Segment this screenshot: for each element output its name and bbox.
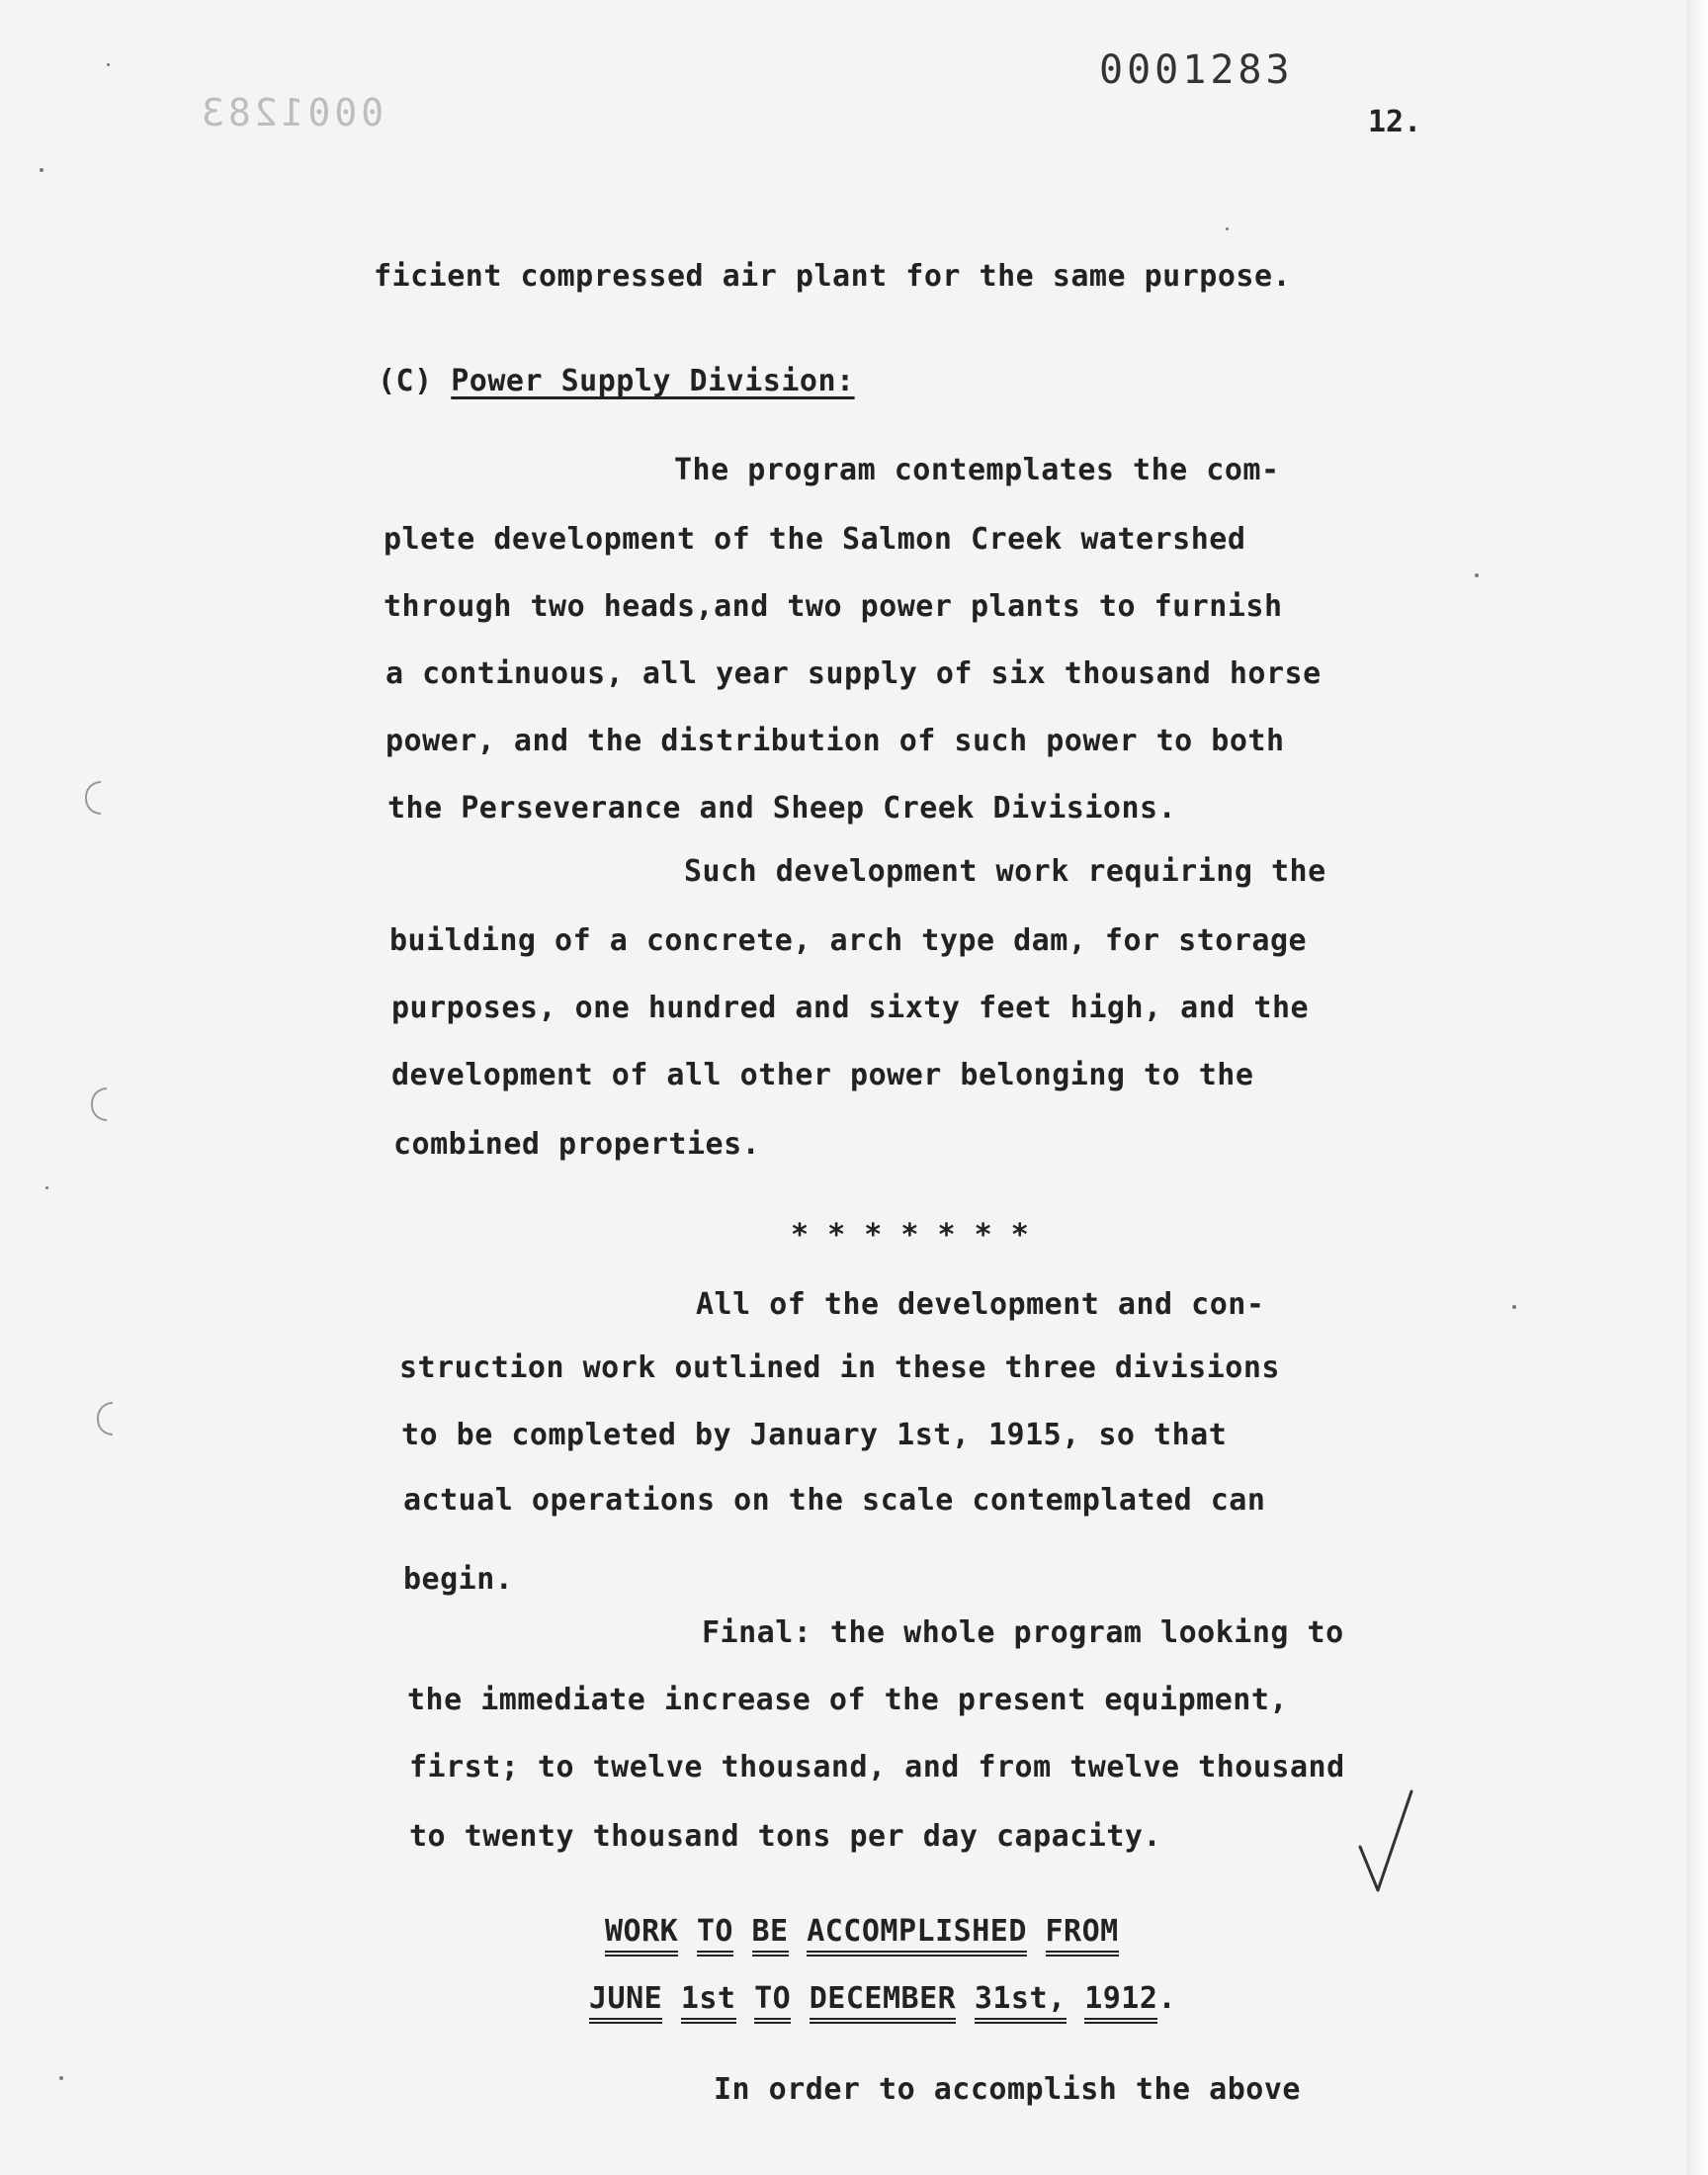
heading-word: FROM bbox=[1046, 1914, 1119, 1957]
text-line: the immediate increase of the present equipment, bbox=[407, 1683, 1288, 1717]
text-line: All of the development and con- bbox=[696, 1287, 1265, 1322]
heading-word: ACCOMPLISHED bbox=[807, 1914, 1027, 1957]
page-number: 12. bbox=[1368, 105, 1422, 139]
punch-mark bbox=[85, 781, 101, 815]
text-line: the Perseverance and Sheep Creek Divisions. bbox=[387, 791, 1177, 826]
text-line: through two heads,and two power plants to furnish bbox=[384, 589, 1283, 624]
text-line: power, and the distribution of such power to both bbox=[385, 724, 1285, 758]
heading-word: TO bbox=[754, 1981, 791, 2024]
text-line: In order to accomplish the above bbox=[714, 2072, 1301, 2107]
speck bbox=[1512, 1305, 1516, 1309]
text-line: to be completed by January 1st, 1915, so that bbox=[401, 1418, 1228, 1452]
text-line: Final: the whole program looking to bbox=[702, 1615, 1344, 1650]
heading-word: DECEMBER bbox=[810, 1981, 957, 2024]
heading-word: TO bbox=[697, 1914, 733, 1957]
ghost-stamp-number: 0001283 bbox=[198, 91, 384, 134]
text-line: ficient compressed air plant for the same purpose. bbox=[374, 259, 1292, 294]
speck bbox=[1226, 227, 1229, 230]
heading-word: WORK bbox=[605, 1914, 678, 1957]
heading-period: . bbox=[1157, 1981, 1176, 2016]
speck bbox=[59, 2076, 63, 2080]
section-title: Power Supply Division: bbox=[451, 364, 855, 398]
heading-word: 31st, bbox=[975, 1981, 1067, 2024]
heading-word: 1st bbox=[681, 1981, 736, 2024]
separator-asterisks: * * * * * * * bbox=[791, 1218, 1030, 1253]
text-line: first; to twelve thousand, and from twelve thousand bbox=[409, 1750, 1345, 1784]
text-line: actual operations on the scale contemplated can bbox=[403, 1483, 1266, 1518]
heading-line-1 bbox=[605, 1914, 1119, 1949]
scan-edge bbox=[1686, 0, 1708, 2175]
text-line: begin. bbox=[403, 1562, 514, 1597]
text-line: development of all other power belonging to the bbox=[391, 1058, 1254, 1092]
punch-mark bbox=[97, 1402, 113, 1436]
text-line: building of a concrete, arch type dam, for storage bbox=[389, 923, 1308, 958]
text-line: Such development work requiring the bbox=[684, 854, 1326, 889]
speck bbox=[107, 63, 110, 66]
punch-mark bbox=[91, 1088, 107, 1121]
heading-line-2 bbox=[589, 1981, 1176, 2016]
checkmark-icon bbox=[1356, 1787, 1415, 1896]
text-line: struction work outlined in these three divisions bbox=[399, 1350, 1280, 1385]
text-line: a continuous, all year supply of six thousand horse bbox=[385, 656, 1322, 691]
text-line: The program contemplates the com- bbox=[674, 453, 1280, 487]
text-line: purposes, one hundred and sixty feet high, and the bbox=[391, 991, 1310, 1025]
speck bbox=[45, 1186, 48, 1189]
text-line: combined properties. bbox=[393, 1127, 761, 1162]
speck bbox=[1475, 573, 1479, 577]
section-heading bbox=[378, 364, 855, 398]
speck bbox=[40, 168, 43, 172]
text-line: plete development of the Salmon Creek watershed bbox=[384, 522, 1246, 557]
text-line: to twenty thousand tons per day capacity. bbox=[409, 1819, 1162, 1854]
section-label: (C) bbox=[378, 364, 452, 398]
heading-word: BE bbox=[752, 1914, 789, 1957]
heading-word: 1912 bbox=[1084, 1981, 1157, 2024]
heading-word: JUNE bbox=[589, 1981, 662, 2024]
stamp-number: 0001283 bbox=[1099, 47, 1294, 93]
